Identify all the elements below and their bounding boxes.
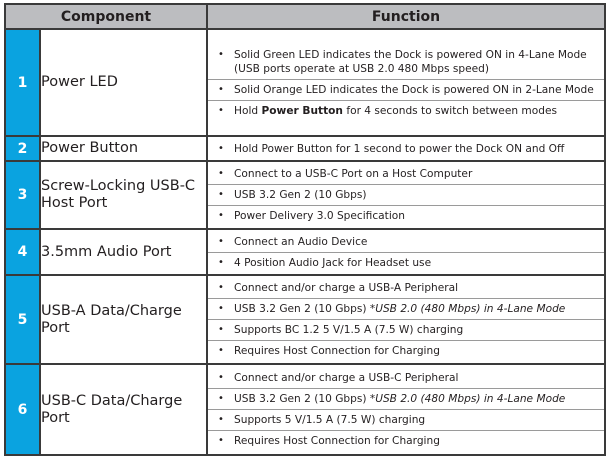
bullet-icon: • <box>218 48 224 60</box>
function-item: • Supports 5 V/1.5 A (7.5 W) charging <box>208 410 604 431</box>
component-function-table <box>4 3 606 456</box>
function-item: • Solid Green LED indicates the Dock is powered ON in 4-Lane Mode (USB ports operate at USB 2.0 480 Mbps speed) <box>208 45 604 80</box>
component-name: Screw-Locking USB-C Host Port <box>40 161 207 229</box>
row-number: 2 <box>5 136 40 161</box>
component-name: Power Button <box>40 136 207 161</box>
function-item: • Connect to a USB-C Port on a Host Computer <box>208 164 604 185</box>
bullet-icon: • <box>218 235 224 247</box>
function-item: • 4 Position Audio Jack for Headset use <box>218 256 432 269</box>
row-number: 4 <box>5 229 40 275</box>
power-button-emphasis: Power Button <box>261 104 343 117</box>
function-item: • USB 3.2 Gen 2 (10 Gbps) *USB 2.0 (480 Mbps) in 4-Lane Mode <box>208 389 604 410</box>
bullet-icon: • <box>218 435 224 446</box>
bullet-icon: • <box>218 168 224 179</box>
bullet-icon: • <box>218 189 224 200</box>
function-cell <box>207 275 605 364</box>
component-name: USB-A Data/Charge Port <box>40 275 207 364</box>
function-item: • Connect an Audio Device <box>208 232 604 253</box>
bullet-icon: • <box>218 303 224 314</box>
function-item: • Hold Power Button for 4 seconds to switch between modes <box>218 104 557 117</box>
component-name: Power LED <box>40 29 207 136</box>
bullet-icon: • <box>218 104 224 116</box>
function-item: • Power Delivery 3.0 Specification <box>218 210 405 222</box>
function-item: • USB 3.2 Gen 2 (10 Gbps) <box>208 185 604 206</box>
function-item: • Supports BC 1.2 5 V/1.5 A (7.5 W) charging <box>208 320 604 341</box>
table-row <box>5 229 605 275</box>
header-component: Component <box>5 4 207 29</box>
bullet-icon: • <box>218 345 224 356</box>
function-item: • Connect and/or charge a USB-C Peripheral <box>208 368 604 389</box>
table-row <box>5 161 605 229</box>
row-number: 3 <box>5 161 40 229</box>
function-item: • USB 3.2 Gen 2 (10 Gbps) *USB 2.0 (480 Mbps) in 4-Lane Mode <box>208 299 604 320</box>
function-cell <box>207 161 605 229</box>
table-row <box>5 29 605 136</box>
row-number: 5 <box>5 275 40 364</box>
component-name: USB-C Data/Charge Port <box>40 364 207 455</box>
row-number: 6 <box>5 364 40 455</box>
component-name: 3.5mm Audio Port <box>40 229 207 275</box>
table-row <box>5 364 605 455</box>
bullet-icon: • <box>218 324 224 335</box>
function-item: • Solid Orange LED indicates the Dock is powered ON in 2-Lane Mode <box>208 80 604 101</box>
bullet-icon: • <box>218 210 224 221</box>
header-function: Function <box>207 4 605 29</box>
function-cell <box>207 229 605 275</box>
function-cell <box>207 136 605 161</box>
table-row <box>5 275 605 364</box>
function-cell <box>207 29 605 136</box>
usb2-note: *USB 2.0 (480 Mbps) in 4-Lane Mode <box>369 303 566 315</box>
function-item: • Requires Host Connection for Charging <box>218 435 440 447</box>
bullet-icon: • <box>218 372 224 383</box>
table-header-row <box>5 4 605 29</box>
table-row <box>5 136 605 161</box>
bullet-icon: • <box>218 414 224 425</box>
function-item: • Hold Power Button for 1 second to power the Dock ON and Off <box>218 142 565 155</box>
bullet-icon: • <box>218 83 224 95</box>
function-item: • Requires Host Connection for Charging <box>218 345 440 357</box>
row-number: 1 <box>5 29 40 136</box>
bullet-icon: • <box>218 142 224 154</box>
bullet-icon: • <box>218 393 224 404</box>
bullet-icon: • <box>218 282 224 293</box>
bullet-icon: • <box>218 256 224 268</box>
usb2-note: *USB 2.0 (480 Mbps) in 4-Lane Mode <box>369 393 566 405</box>
function-cell <box>207 364 605 455</box>
function-item: • Connect and/or charge a USB-A Peripheral <box>208 278 604 299</box>
